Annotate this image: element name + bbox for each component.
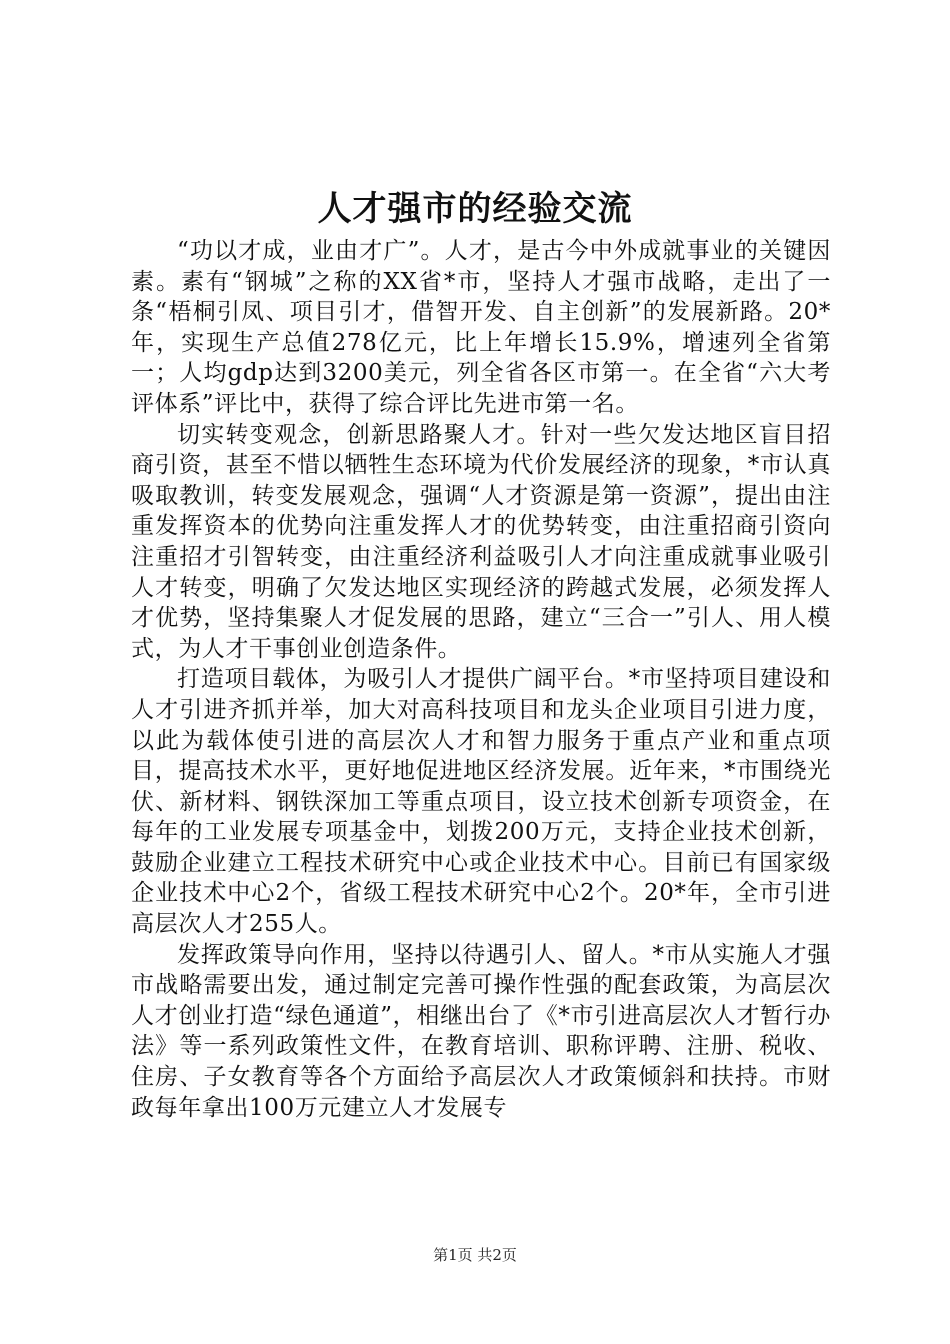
document-body: [131, 236, 831, 1123]
paragraph-concept: 切实转变观念，创新思路聚人才。针对一些欠发达地区盲目招商引资，甚至不惜以牺牲生态环境为代价发展经济的现象，*市认真吸取教训，转变发展观念，强调“人才资源是第一资源”，提出由注重发挥资本的优势向注重发挥人才的优势转变，由注重招商引资向注重招才引智转变，由注重经济利益吸引人才向注重成就事业吸引人才转变，明确了欠发达地区实现经济的跨越式发展，必须发挥人才优势，坚持集聚人才促发展的思路，建立“三合一”引人、用人模式，为人才干事创业创造条件。: [131, 421, 831, 662]
paragraph-policy: 发挥政策导向作用，坚持以待遇引人、留人。*市从实施人才强市战略需要出发，通过制定完善可操作性强的配套政策，为高层次人才创业打造“绿色通道”，相继出台了《*市引进高层次人才暂行办法》等一系列政策性文件，在教育培训、职称评聘、注册、税收、住房、子女教育等各个方面给予高层次人才政策倾斜和扶持。市财政每年拿出100万元建立人才发展专: [131, 941, 831, 1121]
paragraph-intro: “功以才成，业由才广”。人才，是古今中外成就事业的关键因素。素有“钢城”之称的XX省*市，坚持人才强市战略，走出了一条“梧桐引凤、项目引才，借智开发、自主创新”的发展新路。20*年，实现生产总值278亿元，比上年增长15.9%，增速列全省第一；人均gdp达到3200美元，列全省各区市第一。在全省“六大考评体系”评比中，获得了综合评比先进市第一名。: [131, 238, 831, 417]
document-title: 人才强市的经验交流: [317, 189, 633, 229]
paragraph-projects: 打造项目载体，为吸引人才提供广阔平台。*市坚持项目建设和人才引进齐抓并举，加大对高科技项目和龙头企业项目引进力度，以此为载体使引进的高层次人才和智力服务于重点产业和重点项目，提高技术水平，更好地促进地区经济发展。近年来，*市围绕光伏、新材料、钢铁深加工等重点项目，设立技术创新专项资金，在每年的工业发展专项基金中，划拨200万元，支持企业技术创新，鼓励企业建立工程技术研究中心或企业技术中心。目前已有国家级企业技术中心2个，省级工程技术研究中心2个。20*年，全市引进高层次人才255人。: [131, 666, 831, 938]
page-number-footer: 第1页 共2页: [433, 1246, 517, 1264]
